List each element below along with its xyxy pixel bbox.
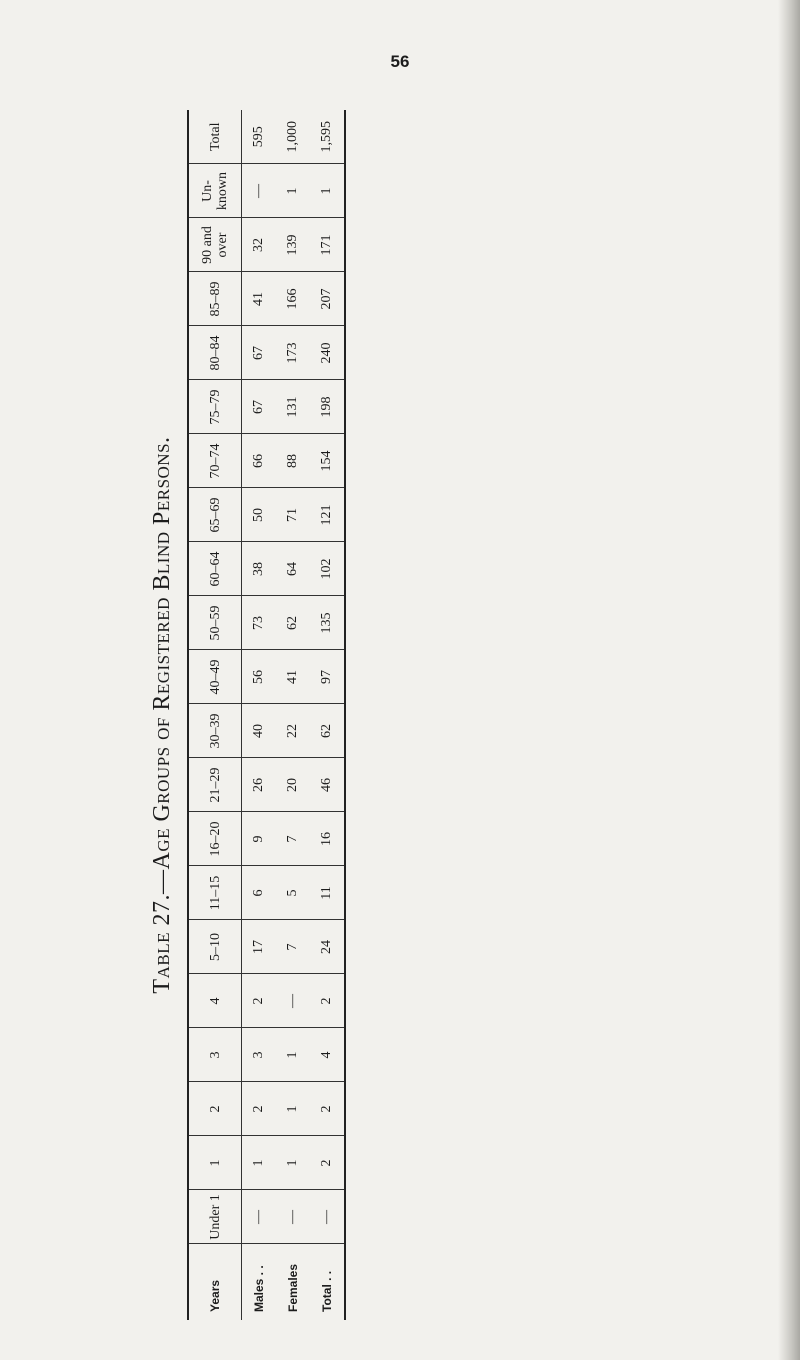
column-header: 11–15 [189, 866, 242, 920]
page-number: 56 [390, 52, 410, 71]
column-header: 2 [189, 1082, 242, 1136]
table-cell: 22 [276, 704, 310, 758]
column-header: 16–20 [189, 812, 242, 866]
table-cell: 20 [276, 758, 310, 812]
table-cell: 62 [276, 596, 310, 650]
table-cell: 166 [276, 272, 310, 326]
table-cell: 16 [310, 812, 344, 866]
table-frame [187, 110, 346, 1320]
table-cell: 2 [242, 974, 277, 1028]
column-header: 21–29 [189, 758, 242, 812]
table-cell: 1,595 [310, 110, 344, 164]
table-cell: 67 [242, 326, 277, 380]
rotated-table-block [145, 20, 705, 1320]
column-header: 65–69 [189, 488, 242, 542]
column-header: 60–64 [189, 542, 242, 596]
table-cell: 38 [242, 542, 277, 596]
column-header: 1 [189, 1136, 242, 1190]
table-cell: 46 [310, 758, 344, 812]
table-cell: 1 [276, 1028, 310, 1082]
column-header: 85–89 [189, 272, 242, 326]
table-cell: 17 [242, 920, 277, 974]
table-cell: 139 [276, 218, 310, 272]
table-cell: 24 [310, 920, 344, 974]
table-cell: 67 [242, 380, 277, 434]
table-title: Table 27.—Age Groups of Registered Blind Persons. [149, 436, 175, 994]
table-cell: — [242, 1190, 277, 1244]
table-cell: 97 [310, 650, 344, 704]
table-cell: 2 [310, 1136, 344, 1190]
table-cell: 4 [310, 1028, 344, 1082]
table-cell: 9 [242, 812, 277, 866]
table-cell: 1 [276, 1136, 310, 1190]
column-header: 90 and over [189, 218, 242, 272]
table-cell: 32 [242, 218, 277, 272]
row-label: Total . . [320, 1270, 334, 1312]
table-cell: 240 [310, 326, 344, 380]
table-cell: 198 [310, 380, 344, 434]
column-header: 75–79 [189, 380, 242, 434]
table-cell: 7 [276, 920, 310, 974]
table-cell: 56 [242, 650, 277, 704]
table-cell: 40 [242, 704, 277, 758]
table-cell: 71 [276, 488, 310, 542]
table-cell: 1 [276, 164, 310, 218]
table-row [242, 110, 277, 1320]
table-cell: 5 [276, 866, 310, 920]
table-cell: 88 [276, 434, 310, 488]
table-cell: 1,000 [276, 110, 310, 164]
table-cell: — [276, 974, 310, 1028]
table-cell: 6 [242, 866, 277, 920]
table-cell: 3 [242, 1028, 277, 1082]
table-cell: 1 [276, 1082, 310, 1136]
table-cell: 1 [242, 1136, 277, 1190]
table-row [276, 110, 310, 1320]
column-header: Un-known [189, 164, 242, 218]
table-cell: 26 [242, 758, 277, 812]
table-cell: — [276, 1190, 310, 1244]
table-cell: 50 [242, 488, 277, 542]
table-cell: 62 [310, 704, 344, 758]
table-cell: 41 [276, 650, 310, 704]
table-cell: 7 [276, 812, 310, 866]
row-header-label: Years [189, 1244, 242, 1320]
table-cell: 207 [310, 272, 344, 326]
column-header: 80–84 [189, 326, 242, 380]
table-cell: 173 [276, 326, 310, 380]
table-cell: 64 [276, 542, 310, 596]
table-row [310, 110, 344, 1320]
table-cell: 66 [242, 434, 277, 488]
table-cell: 102 [310, 542, 344, 596]
column-header: 70–74 [189, 434, 242, 488]
table-cell: 11 [310, 866, 344, 920]
table-cell: — [310, 1190, 344, 1244]
column-header: Under 1 [189, 1190, 242, 1244]
table-cell: 154 [310, 434, 344, 488]
table-cell: 2 [310, 1082, 344, 1136]
table-header-row [189, 110, 242, 1320]
table-cell: — [242, 164, 277, 218]
column-header: 5–10 [189, 920, 242, 974]
column-header: 50–59 [189, 596, 242, 650]
column-header: 3 [189, 1028, 242, 1082]
table-cell: 2 [242, 1082, 277, 1136]
column-header: 30–39 [189, 704, 242, 758]
table-cell: 131 [276, 380, 310, 434]
column-header: Total [189, 110, 242, 164]
table-cell: 1 [310, 164, 344, 218]
row-label: Females [286, 1263, 300, 1312]
table-cell: 41 [242, 272, 277, 326]
table-cell: 135 [310, 596, 344, 650]
table-cell: 2 [310, 974, 344, 1028]
page-edge-shadow [778, 0, 800, 1360]
age-groups-table [189, 110, 344, 1320]
table-cell: 595 [242, 110, 277, 164]
table-cell: 73 [242, 596, 277, 650]
table-cell: 171 [310, 218, 344, 272]
row-label: Males . . [252, 1265, 266, 1312]
table-cell: 121 [310, 488, 344, 542]
column-header: 40–49 [189, 650, 242, 704]
column-header: 4 [189, 974, 242, 1028]
